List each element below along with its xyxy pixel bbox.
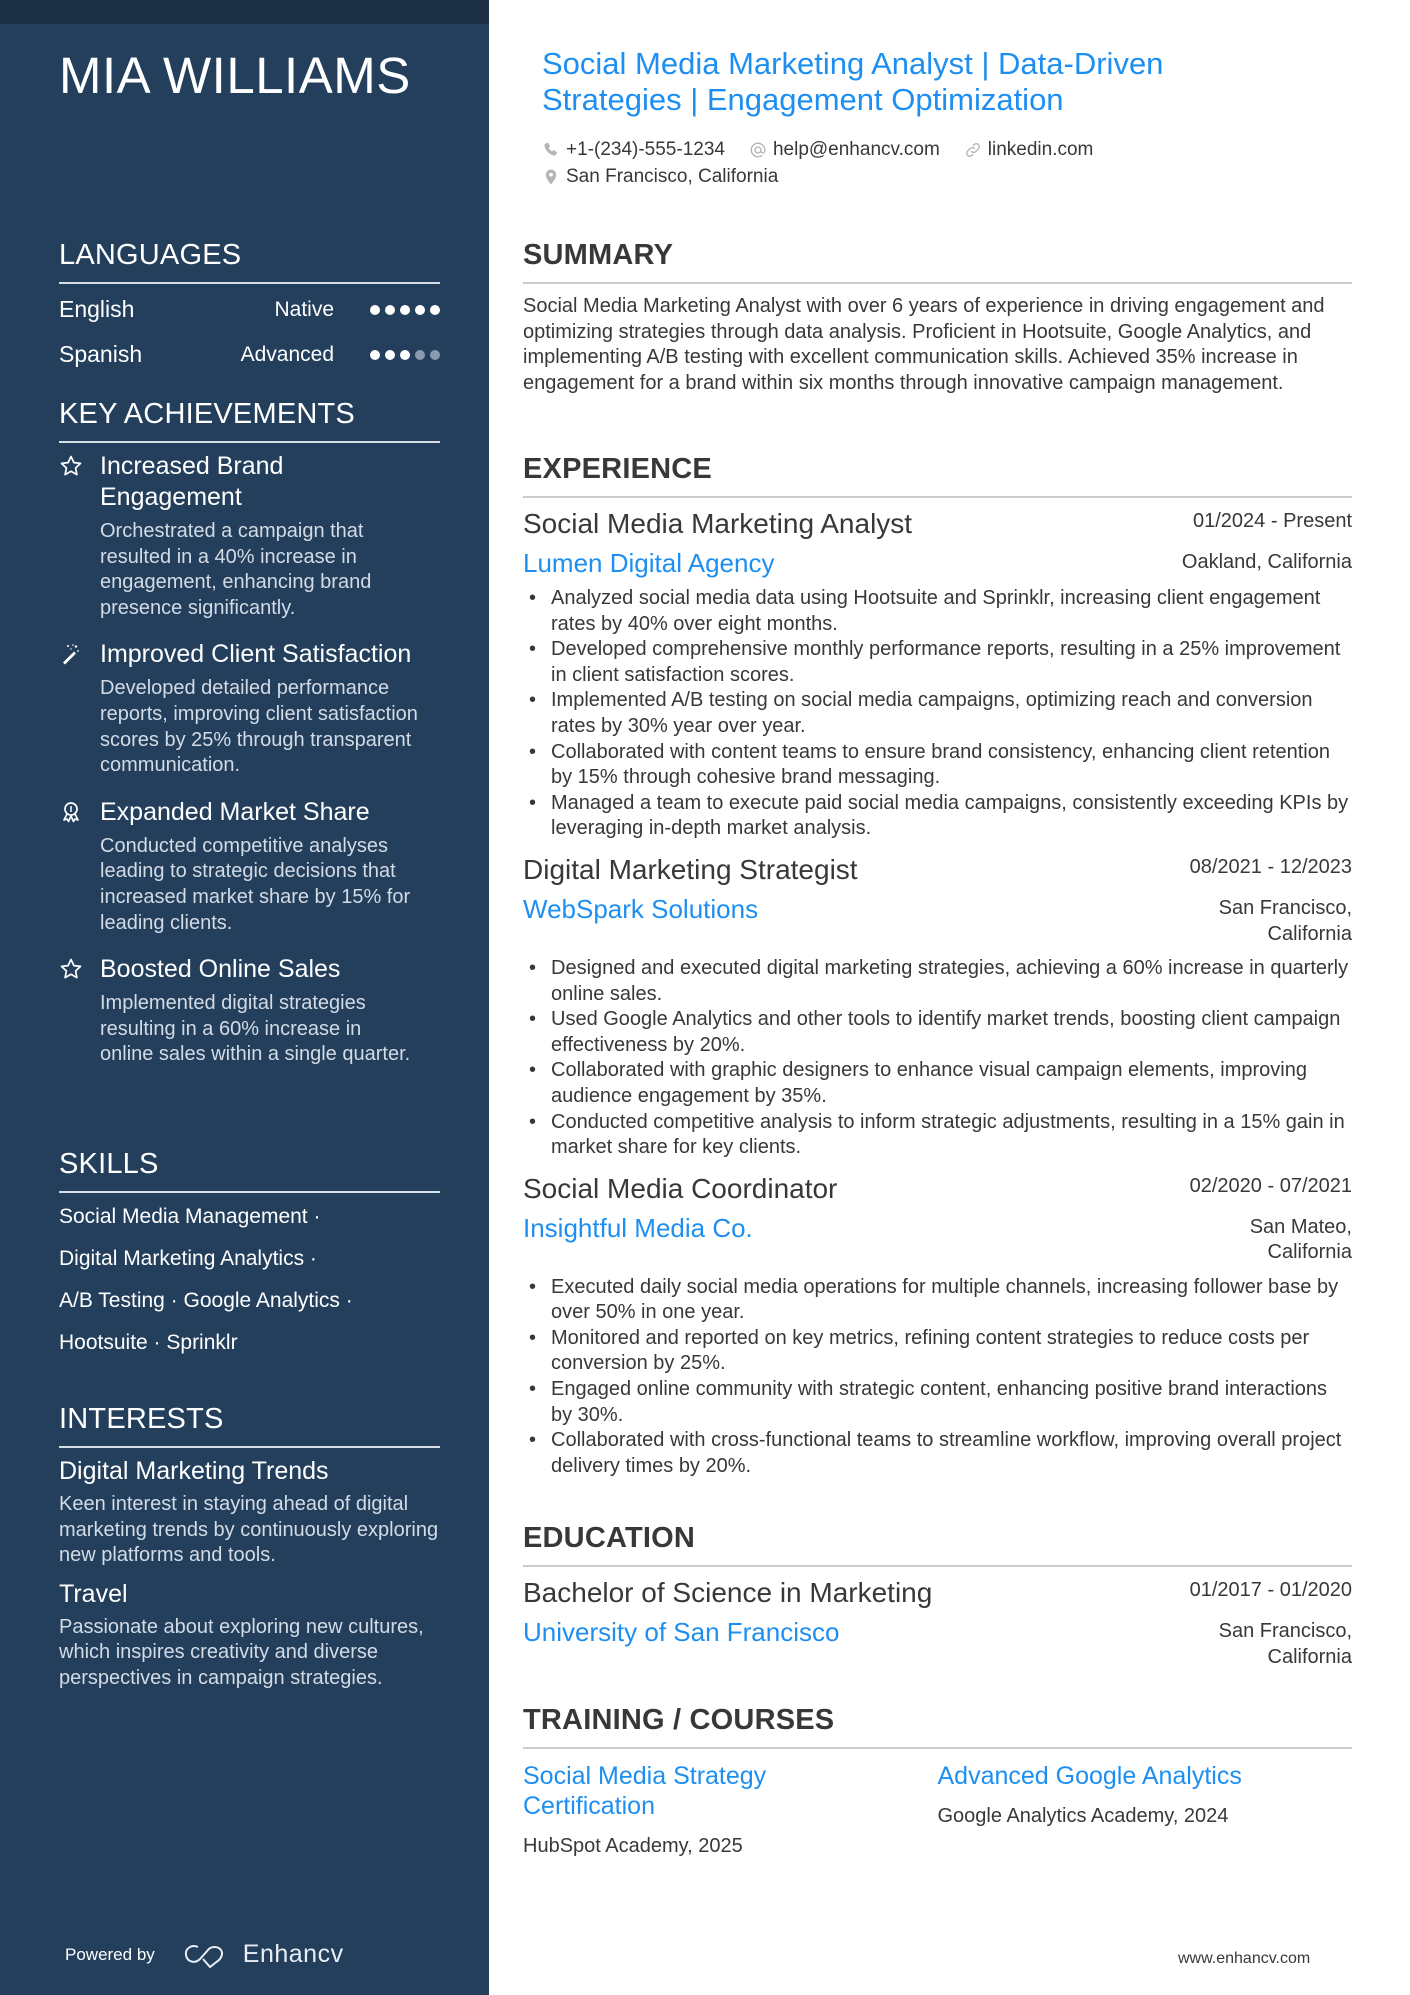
headline: Social Media Marketing Analyst | Data-Driven Strategies | Engagement Optimization — [542, 46, 1164, 117]
magic-wand-icon — [59, 642, 83, 666]
course-item — [938, 1761, 1353, 1859]
education-heading: EDUCATION — [523, 1520, 1352, 1567]
achievement-title: Increased Brand Engagement — [100, 452, 284, 511]
dot-filled-icon — [415, 305, 425, 315]
education-entry — [523, 1573, 1352, 1677]
interest-title: Digital Marketing Trends — [59, 1457, 329, 1485]
bullet-item: • Engaged online community with strategic content, enhancing positive brand interactions by 30%. — [523, 1377, 1352, 1428]
education-location: San Francisco, California — [1218, 1620, 1352, 1668]
proficiency-dots — [370, 350, 440, 360]
job-title: Digital Marketing Strategist — [523, 853, 858, 885]
phone-icon — [542, 141, 560, 159]
job-entry — [523, 504, 1352, 842]
job-location: Oakland, California — [1181, 551, 1352, 573]
proficiency-dots — [370, 305, 440, 315]
company-name[interactable]: Lumen Digital Agency — [523, 548, 775, 578]
dot-filled-icon — [400, 350, 410, 360]
job-entry — [523, 850, 1352, 1161]
achievement-desc: Implemented digital strategies resulting in a 60% increase in online sales within a single quarter. — [100, 992, 411, 1066]
job-dates: 08/2021 - 12/2023 — [1189, 855, 1352, 878]
summary-heading: SUMMARY — [523, 237, 1352, 284]
language-row — [59, 332, 440, 377]
contact-location — [542, 166, 778, 188]
languages-heading: LANGUAGES — [59, 237, 440, 284]
achievement-title: Expanded Market Share — [100, 797, 370, 826]
course-org: HubSpot Academy, 2025 — [523, 1835, 743, 1857]
link-text: linkedin.com — [987, 138, 1094, 160]
experience-heading: EXPERIENCE — [523, 451, 1352, 498]
education-section — [523, 1520, 1352, 1677]
contact-info — [542, 136, 1242, 190]
bullet-item: • Collaborated with cross-functional teams to streamline workflow, improving overall project delivery times by 20%. — [523, 1428, 1352, 1479]
company-name[interactable]: Insightful Media Co. — [523, 1212, 753, 1243]
achievement-desc: Developed detailed performance reports, improving client satisfaction scores by 25% through transparent communication. — [100, 677, 418, 777]
course-title[interactable]: Social Media Strategy Certification — [523, 1762, 767, 1820]
bullet-item: • Analyzed social media data using Hootsuite and Sprinklr, increasing client engagement rates by 40% over eight months. — [523, 586, 1352, 637]
contact-email[interactable] — [749, 139, 940, 161]
job-entry — [523, 1169, 1352, 1480]
skill-line: A/B Testing · Google Analytics · — [59, 1289, 353, 1312]
powered-by — [65, 1940, 344, 1969]
dot-filled-icon — [430, 305, 440, 315]
summary-text: Social Media Marketing Analyst with over 6 years of experience in driving engagement and optimizing strategies through data analysis. Proficient in Hootsuite, Google Analytics, and implementing A/B testing with excellent communication skills. Achieved 35% increase in engagement for a brand within six months through innovative campaign management. — [523, 295, 1325, 394]
skill-line: Hootsuite · Sprinklr — [59, 1331, 238, 1354]
award-ribbon-icon — [59, 800, 83, 824]
interest-desc: Passionate about exploring new cultures, which inspires creativity and diverse perspectives in campaign strategies. — [59, 1615, 424, 1689]
sidebar-top-band — [0, 0, 489, 24]
company-name[interactable]: WebSpark Solutions — [523, 893, 759, 924]
bullet-item: • Used Google Analytics and other tools to identify market trends, boosting client campaign effectiveness by 20%. — [523, 1007, 1352, 1058]
interests-heading: INTERESTS — [59, 1401, 440, 1448]
language-row — [59, 287, 440, 332]
enhancv-logo[interactable] — [183, 1940, 344, 1969]
job-dates: 02/2020 - 07/2021 — [1189, 1174, 1352, 1197]
language-name: Spanish — [59, 341, 143, 367]
link-icon — [964, 141, 982, 159]
training-section — [523, 1702, 1352, 1859]
dot-filled-icon — [385, 350, 395, 360]
bullet-item: • Managed a team to execute paid social media campaigns, consistently exceeding KPIs by leveraging in-depth market analysis. — [523, 791, 1352, 842]
enhancv-brand: Enhancv — [242, 1940, 344, 1968]
achievement-item — [59, 639, 440, 778]
achievement-title: Improved Client Satisfaction — [100, 640, 412, 669]
bullet-item: • Developed comprehensive monthly performance reports, resulting in a 25% improvement in client satisfaction scores. — [523, 637, 1352, 688]
dot-empty-icon — [415, 350, 425, 360]
dot-filled-icon — [400, 305, 410, 315]
job-title: Social Media Coordinator — [523, 1172, 838, 1204]
skill-line: Social Media Management · — [59, 1205, 321, 1228]
skills-section — [59, 1146, 440, 1364]
bullet-item: • Designed and executed digital marketing strategies, achieving a 60% increase in quarterly online sales. — [523, 956, 1352, 1007]
job-dates: 01/2024 - Present — [1193, 510, 1352, 532]
candidate-name: MIA WILLIAMS — [59, 47, 411, 104]
star-icon — [59, 957, 83, 981]
at-sign-icon — [749, 141, 767, 159]
skills-heading: SKILLS — [59, 1146, 440, 1193]
dot-filled-icon — [370, 350, 380, 360]
job-location: San Mateo, California — [1249, 1215, 1352, 1264]
job-bullets — [523, 586, 1352, 842]
bullet-item: • Implemented A/B testing on social media campaigns, optimizing reach and conversion rates by 30% year over year. — [523, 688, 1352, 739]
interest-item — [59, 1579, 440, 1692]
phone-text: +1-(234)-555-1234 — [566, 138, 725, 160]
bullet-item: • Collaborated with graphic designers to enhance visual campaign elements, improving audience engagement by 35%. — [523, 1058, 1352, 1109]
dot-filled-icon — [385, 305, 395, 315]
bullet-item: • Monitored and reported on key metrics, refining content strategies to reduce costs per conversion by 25%. — [523, 1326, 1352, 1377]
achievement-item — [59, 451, 440, 621]
interests-section — [59, 1401, 440, 1692]
school-name[interactable]: University of San Francisco — [523, 1617, 840, 1647]
job-location: San Francisco, California — [1218, 896, 1352, 945]
interest-desc: Keen interest in staying ahead of digital marketing trends by continuously exploring new platforms and tools. — [59, 1493, 439, 1567]
dot-filled-icon — [370, 305, 380, 315]
contact-link[interactable] — [964, 139, 1094, 161]
achievements-heading: KEY ACHIEVEMENTS — [59, 396, 440, 443]
location-pin-icon — [542, 168, 560, 186]
dot-empty-icon — [430, 350, 440, 360]
powered-by-label: Powered by — [65, 1944, 155, 1964]
sidebar — [0, 0, 489, 1995]
bullet-item: • Conducted competitive analysis to inform strategic adjustments, resulting in a 15% gain in market share for key clients. — [523, 1110, 1352, 1161]
languages-section — [59, 237, 440, 377]
contact-phone[interactable] — [542, 139, 725, 161]
enhancv-logo-icon — [183, 1942, 229, 1968]
location-text: San Francisco, California — [566, 165, 779, 187]
degree: Bachelor of Science in Marketing — [523, 1577, 933, 1608]
footer-website[interactable]: www.enhancv.com — [1178, 1950, 1311, 1967]
achievement-item — [59, 797, 440, 936]
course-org: Google Analytics Academy, 2024 — [937, 1805, 1229, 1827]
skill-line: Digital Marketing Analytics · — [59, 1247, 317, 1270]
email-text: help@enhancv.com — [772, 138, 940, 160]
language-name: English — [59, 296, 135, 322]
bullet-item: • Executed daily social media operations for multiple channels, increasing follower base by over 50% in one year. — [523, 1275, 1352, 1326]
summary-section — [523, 237, 1352, 396]
education-dates: 01/2017 - 01/2020 — [1189, 1579, 1352, 1601]
achievement-title: Boosted Online Sales — [100, 955, 341, 984]
language-level: Advanced — [240, 342, 334, 366]
achievement-desc: Conducted competitive analyses leading to strategic decisions that increased market share by 15% for leading clients. — [100, 834, 411, 934]
course-item — [523, 1761, 938, 1859]
interest-title: Travel — [59, 1579, 128, 1608]
language-level: Native — [274, 297, 334, 321]
job-title: Social Media Marketing Analyst — [523, 508, 913, 539]
achievements-section — [59, 396, 440, 1068]
experience-section — [523, 451, 1352, 1479]
job-bullets — [523, 1275, 1352, 1480]
job-bullets — [523, 956, 1352, 1161]
achievement-item — [59, 954, 440, 1068]
achievement-desc: Orchestrated a campaign that resulted in a 40% increase in engagement, enhancing brand presence significantly. — [100, 520, 372, 619]
bullet-item: • Collaborated with content teams to ensure brand consistency, enhancing client retention by 15% through cohesive brand messaging. — [523, 740, 1352, 791]
star-icon — [59, 454, 83, 478]
course-title[interactable]: Advanced Google Analytics — [937, 1762, 1242, 1790]
training-heading: TRAINING / COURSES — [523, 1702, 1352, 1749]
interest-item — [59, 1456, 440, 1569]
